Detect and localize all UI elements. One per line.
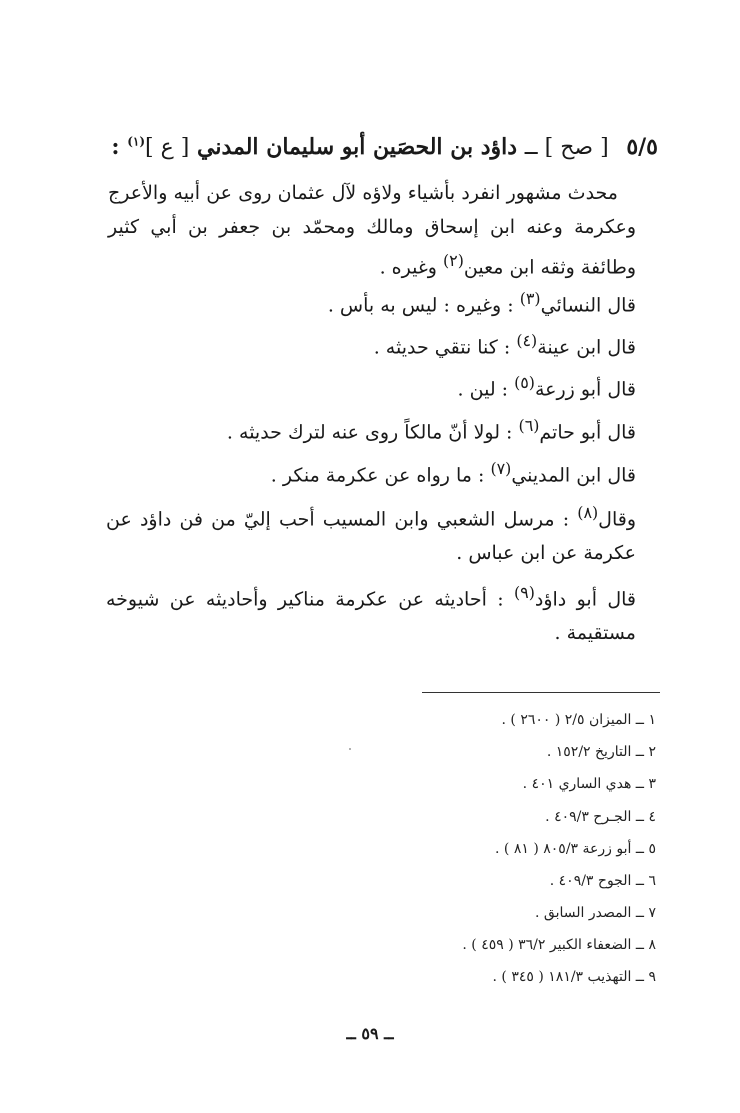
paragraph-8 [106, 496, 636, 570]
quote-speaker: قال ابن المديني [511, 464, 636, 487]
intro-tail: وغيره . [379, 256, 443, 279]
footnote: ٩ ــ التهذيب ١٨١/٣ ( ٣٤٥ ) . [492, 969, 656, 985]
quote-line [227, 411, 636, 447]
para-text: : مرسل الشعبي وابن المسيب أحب إليّ من فن داؤد عن عكرمة عن ابن عباس . [106, 508, 636, 565]
footnote: ٥ ــ أبو زرعة ٨٠٥/٣ ( ٨١ ) . [495, 841, 656, 857]
quote-text: : وغيره : ليس به بأس . [327, 294, 520, 317]
quote-note-ref: (٤) [516, 331, 538, 350]
intro-text: محدث مشهور انفرد بأشياء ولاؤه لآل عثمان روى عن أبيه والأعرج وعكرمة وعنه ابن إسحاق ومالك ومحمّد بن جعفر بن أبي كثير وطائفة وثقه ابن معين [108, 182, 636, 279]
footnote: ٤ ــ الجـرح ٤٠٩/٣ . [545, 809, 656, 825]
footnote: ٨ ــ الضعفاء الكبير ٣٦/٢ ( ٤٥٩ ) . [462, 937, 656, 953]
quote-note-ref: (٦) [518, 416, 540, 435]
quote-text: : ما رواه عن عكرمة منكر . [270, 464, 491, 487]
entry-heading [98, 132, 658, 163]
quote-speaker: قال النسائي [540, 294, 636, 317]
book-tag: [ ع ] [145, 135, 190, 160]
para-note-ref: (٨) [577, 503, 599, 522]
quote-line [458, 368, 636, 404]
heading-note-ref: (١) [127, 134, 146, 149]
footnote: ٣ ــ هدي الساري ٤٠١ . [522, 776, 656, 792]
quote-note-ref: (٥) [514, 373, 535, 392]
quote-speaker: قال أبو حاتم [539, 421, 636, 444]
quote-line [328, 284, 636, 320]
quote-text: : لولا أنّ مالكاً روى عنه لترك حديثه . [226, 421, 519, 444]
para-text: : أحاديثه عن عكرمة مناكير وأحاديثه عن شيوخه مستقيمة . [106, 588, 636, 645]
footnote: ١ ــ الميزان ٢/٥ ( ٢٦٠٠ ) . [501, 712, 656, 728]
footnote: ٦ ــ الجوح ٤٠٩/٣ . [549, 873, 656, 889]
entry-number: ٥/٥ [626, 134, 658, 160]
grade-tag: [ صح ] ــ [524, 135, 609, 160]
quote-note-ref: (٧) [490, 459, 512, 478]
para-speaker: وقال [598, 508, 636, 531]
quote-line [271, 454, 636, 490]
quote-note-ref: (٣) [519, 289, 541, 308]
intro-note-ref: (٢) [442, 251, 464, 270]
footnote-divider [422, 692, 660, 693]
intro-paragraph [108, 176, 636, 284]
page-number: ــ ٥٩ ــ [346, 1024, 394, 1043]
footnote: ٢ ــ التاريخ ١٥٢/٢ . [546, 744, 656, 760]
quote-speaker: قال أبو زرعة [534, 378, 636, 401]
quote-text: : لين . [457, 378, 515, 401]
narrator-name: داؤد بن الحصَين أبو سليمان المدني [197, 134, 518, 160]
print-speck [349, 748, 351, 750]
paragraph-9 [106, 576, 636, 650]
footnote: ٧ ــ المصدر السابق . [535, 905, 656, 921]
heading-colon: : [111, 134, 120, 160]
para-note-ref: (٩) [513, 583, 535, 602]
para-speaker: قال أبو داؤد [534, 588, 637, 611]
quote-line [374, 326, 636, 362]
quote-text: : كنا نتقي حديثه . [373, 336, 517, 359]
quote-speaker: قال ابن عينة [537, 336, 636, 359]
